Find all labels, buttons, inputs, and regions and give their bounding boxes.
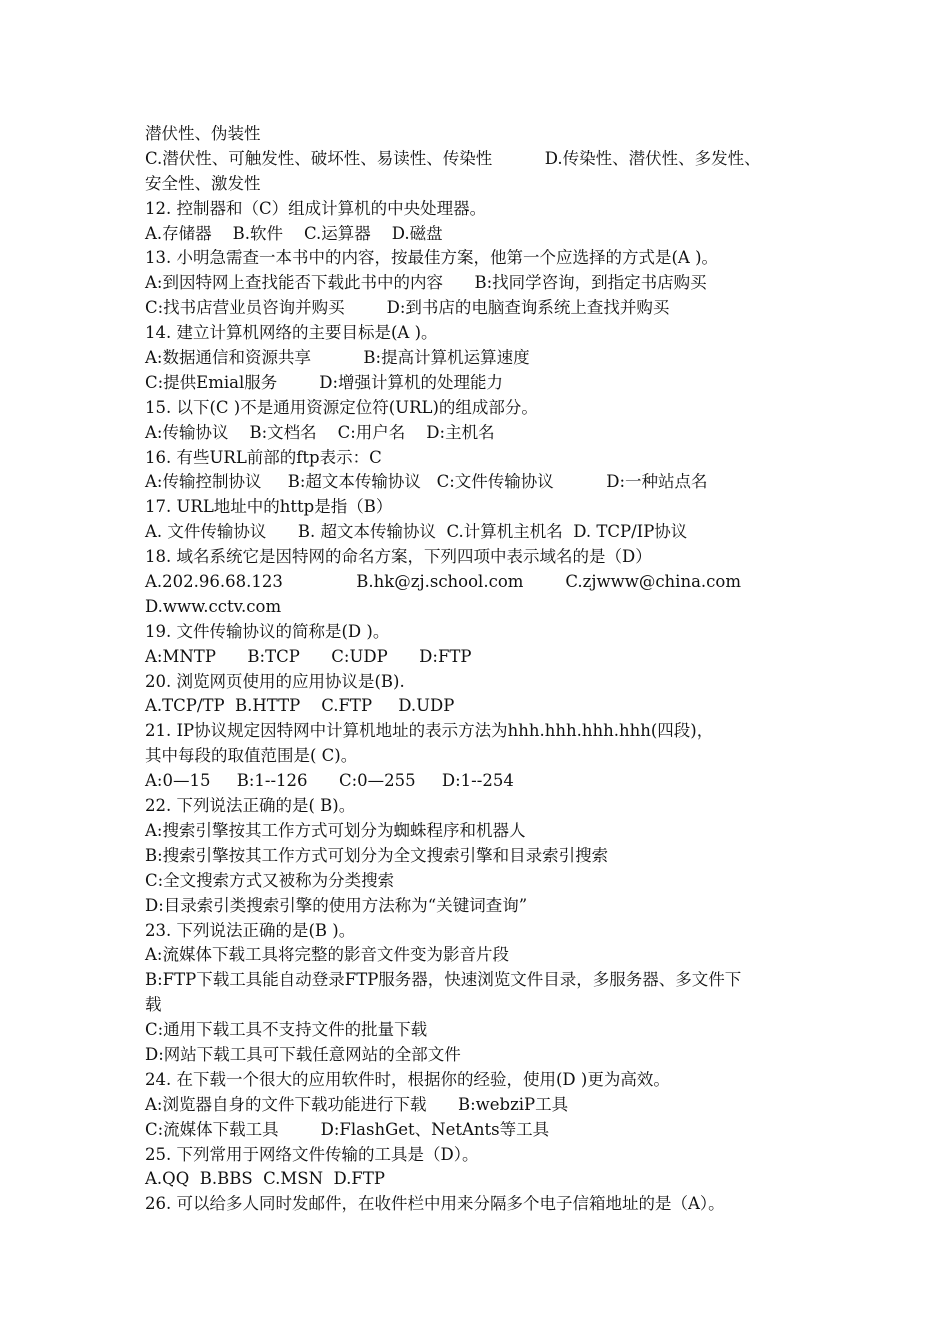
- options-13: C:找书店营业员咨询并购买 D:到书店的电脑查询系统上查找并购买: [145, 298, 670, 318]
- options-21: A:0—15 B:1--126 C:0—255 D:1--254: [145, 771, 514, 791]
- options-19: A:MNTP B:TCP C:UDP D:FTP: [145, 646, 472, 666]
- question-21: 其中每段的取值范围是( C)。: [145, 746, 358, 766]
- question-16: 16. 有些URL前部的ftp表示：C: [145, 447, 382, 467]
- options-20: A.TCP/TP B.HTTP C.FTP D.UDP: [145, 696, 455, 716]
- options-17: A. 文件传输协议 B. 超文本传输协议 C.计算机主机名 D. TCP/IP协议: [145, 522, 688, 542]
- options-23: 载: [145, 995, 162, 1015]
- options-22: D:目录索引类搜索引擎的使用方法称为“关键词查询”: [145, 895, 528, 915]
- question-19: 19. 文件传输协议的简称是(D )。: [145, 621, 390, 641]
- options-15: A:传输协议 B:文档名 C:用户名 D:主机名: [145, 422, 495, 442]
- question-25: 25. 下列常用于网络文件传输的工具是（D）。: [145, 1144, 479, 1164]
- question-21: 21. IP协议规定因特网中计算机地址的表示方法为hhh.hhh.hhh.hhh(四段)，: [145, 721, 714, 741]
- options-24: A:浏览器自身的文件下载功能进行下载 B:webziP工具: [145, 1094, 569, 1114]
- options-13: A:到因特网上查找能否下载此书中的内容 B:找同学咨询，到指定书店购买: [145, 273, 707, 293]
- options-18: D.www.cctv.com: [145, 596, 282, 616]
- options-22: C:全文搜索方式又被称为分类搜索: [145, 870, 395, 890]
- options-23: A:流媒体下载工具将完整的影音文件变为影音片段: [145, 945, 509, 965]
- question-23: 23. 下列说法正确的是(B )。: [145, 920, 356, 940]
- question-17: 17. URL地址中的http是指（B）: [145, 497, 393, 517]
- options-23: D:网站下载工具可下载任意网站的全部文件: [145, 1044, 461, 1064]
- question-26: 26. 可以给多人同时发邮件，在收件栏中用来分隔多个电子信箱地址的是（A）。: [145, 1194, 725, 1214]
- options-14: C:提供Emial服务 D:增强计算机的处理能力: [145, 372, 504, 392]
- text-line: 潜伏性、伪装性: [145, 124, 261, 143]
- options-18: A.202.96.68.123 B.hk@zj.school.com C.zjwww@china.com: [145, 572, 741, 592]
- question-15: 15. 以下(C )不是通用资源定位符(URL)的组成部分。: [145, 397, 538, 417]
- text-line: C.潜伏性、可触发性、破坏性、易读性、传染性 D.传染性、潜伏性、多发性、: [145, 148, 761, 168]
- options-22: A:搜索引擎按其工作方式可划分为蜘蛛程序和机器人: [145, 820, 526, 840]
- options-16: A:传输控制协议 B:超文本传输协议 C:文件传输协议 D:一种站点名: [145, 472, 708, 492]
- question-22: 22. 下列说法正确的是( B)。: [145, 796, 356, 816]
- options-25: A.QQ B.BBS C.MSN D.FTP: [145, 1169, 385, 1189]
- document-body: [145, 122, 835, 1217]
- question-18: 18. 域名系统它是因特网的命名方案，下列四项中表示域名的是（D）: [145, 547, 652, 567]
- options-23: B:FTP下载工具能自动登录FTP服务器，快速浏览文件目录，多服务器、多文件下: [145, 970, 742, 990]
- question-24: 24. 在下载一个很大的应用软件时，根据你的经验，使用(D )更为高效。: [145, 1069, 670, 1089]
- options-23: C:通用下载工具不支持文件的批量下载: [145, 1020, 428, 1040]
- question-20: 20. 浏览网页使用的应用协议是(B).: [145, 671, 405, 691]
- question-14: 14. 建立计算机网络的主要目标是(A )。: [145, 323, 438, 343]
- question-13: 13. 小明急需查一本书中的内容，按最佳方案，他第一个应选择的方式是(A )。: [145, 248, 719, 268]
- options-24: C:流媒体下载工具 D:FlashGet、NetAnts等工具: [145, 1119, 550, 1139]
- options-12: A.存储器 B.软件 C.运算器 D.磁盘: [145, 223, 443, 243]
- question-12: 12. 控制器和（C）组成计算机的中央处理器。: [145, 198, 487, 218]
- text-line: 安全性、激发性: [145, 173, 261, 193]
- options-14: A:数据通信和资源共享 B:提高计算机运算速度: [145, 348, 530, 368]
- options-22: B:搜索引擎按其工作方式可划分为全文搜索引擎和目录索引搜索: [145, 845, 609, 865]
